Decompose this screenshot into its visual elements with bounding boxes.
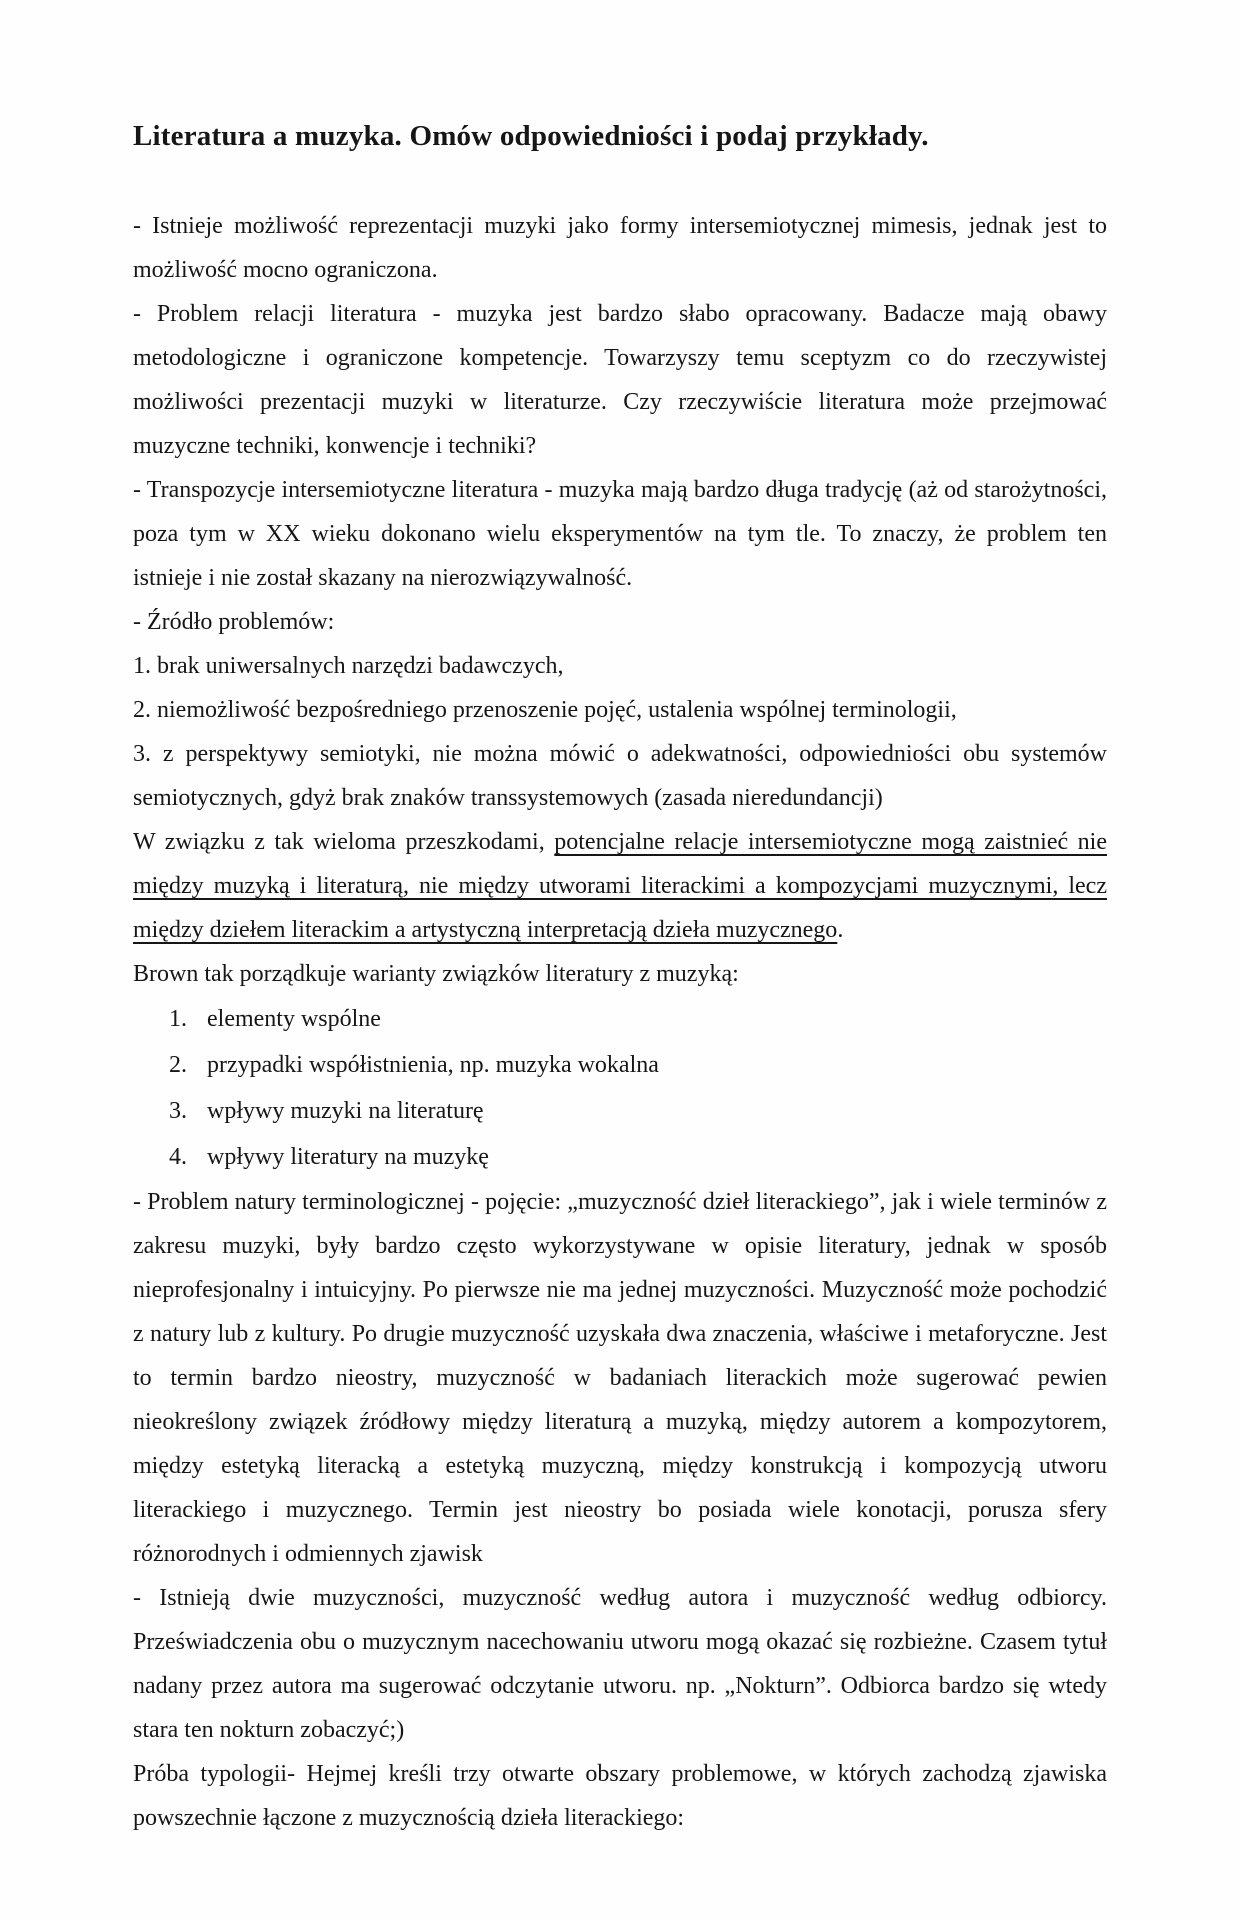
conclusion-prefix: W związku z tak wieloma przeszkodami, [133, 829, 555, 855]
paragraph-terminology: - Problem natury terminologicznej - pojęcie: „muzyczność dzieł literackiego”, jak i wiele terminów z zakresu muzyki, były bardzo często wykorzystywane w opisie literatury, jednak w sposób nieprofesjonalny i intuicyjny. Po pierwsze nie ma jednej muzyczności. Muzyczność może pochodzić z natury lub z kultury. Po drugie muzyczność uzyskała dwa znaczenia, właściwe i metaforyczne. Jest to termin bardzo nieostry, muzyczność w badaniach literackich może sugerować pewien nieokreślony związek źródłowy między literaturą a muzyką, między autorem a kompozytorem, między estetyką literacką a estetyką muzyczną, między konstrukcją i kompozycją utworu literackiego i muzycznego. Termin jest nieostry bo posiada wiele konotacji, porusza sfery różnorodnych i odmiennych zjawisk [133, 1189, 1107, 1567]
list-item-number: 4. [169, 1144, 187, 1170]
list-item [133, 1042, 1107, 1088]
list-item-label: wpływy muzyki na literaturę [207, 1098, 484, 1124]
list-item-number: 1. [169, 1006, 187, 1032]
source-item-2: 2. niemożliwość bezpośredniego przenoszenie pojęć, ustalenia wspólnej terminologii, [133, 697, 957, 723]
paragraph-two-musicalities: - Istnieją dwie muzyczności, muzyczność według autora i muzyczność według odbiorcy. Przeświadczenia obu o muzycznym nacechowaniu utworu mogą okazać się rozbieżne. Czasem tytuł nadany przez autora ma sugerować odczytanie utworu. np. „Nokturn”. Odbiorca bardzo się wtedy stara ten nokturn zobaczyć;) [133, 1585, 1107, 1743]
list-item-label: elementy wspólne [207, 1006, 381, 1032]
list-item-number: 2. [169, 1052, 187, 1078]
list-item-label: wpływy literatury na muzykę [207, 1144, 489, 1170]
paragraph-relation-problem: - Problem relacji literatura - muzyka jest bardzo słabo opracowany. Badacze mają obawy metodologiczne i ograniczone kompetencje. Towarzyszy temu sceptyzm co do rzeczywistej możliwości prezentacji muzyki w literaturze. Czy rzeczywiście literatura może przejmować muzyczne techniki, konwencje i techniki? [133, 301, 1107, 459]
conclusion-suffix: . [837, 917, 844, 943]
list-item-label: przypadki współistnienia, np. muzyka wokalna [207, 1052, 659, 1078]
list-item [133, 996, 1107, 1042]
list-item [133, 1088, 1107, 1134]
paragraph-transpositions: - Transpozycje intersemiotyczne literatura - muzyka mają bardzo długa tradycję (aż od starożytności, poza tym w XX wieku dokonano wielu eksperymentów na tym tle. To znaczy, że problem ten istnieje i nie został skazany na nierozwiązywalność. [133, 477, 1107, 591]
paragraph-conclusion [133, 820, 1107, 952]
conclusion-underlined-text: potencjalne relacje intersemiotyczne mogą zaistnieć nie między muzyką i literaturą, nie między utworami literackimi a kompozycjami muzycznymi, lecz między dziełem literackim a artystyczną interpretacją dzieła muzycznego [133, 829, 1107, 943]
paragraph-intro-mimesis: - Istnieje możliwość reprezentacji muzyki jako formy intersemiotycznej mimesis, jednak jest to możliwość mocno ograniczona. [133, 213, 1107, 283]
list-item [133, 1134, 1107, 1180]
paragraph-typology: Próba typologii- Hejmej kreśli trzy otwarte obszary problemowe, w których zachodzą zjawiska powszechnie łączone z muzycznością dzieła literackiego: [133, 1761, 1107, 1831]
list-item-number: 3. [169, 1098, 187, 1124]
source-item-3: 3. z perspektywy semiotyki, nie można mówić o adekwatności, odpowiedniości obu systemów semiotycznych, gdyż brak znaków transsystemowych (zasada nieredundancji) [133, 741, 1107, 811]
brown-variant-list [133, 996, 1107, 1180]
source-item-1: 1. brak uniwersalnych narzędzi badawczych, [133, 653, 564, 679]
document-title: Literatura a muzyka. Omów odpowiedniości i podaj przykłady. [133, 120, 929, 152]
brown-list-heading: Brown tak porządkuje warianty związków literatury z muzyką: [133, 961, 739, 987]
sources-heading: - Źródło problemów: [133, 609, 335, 635]
